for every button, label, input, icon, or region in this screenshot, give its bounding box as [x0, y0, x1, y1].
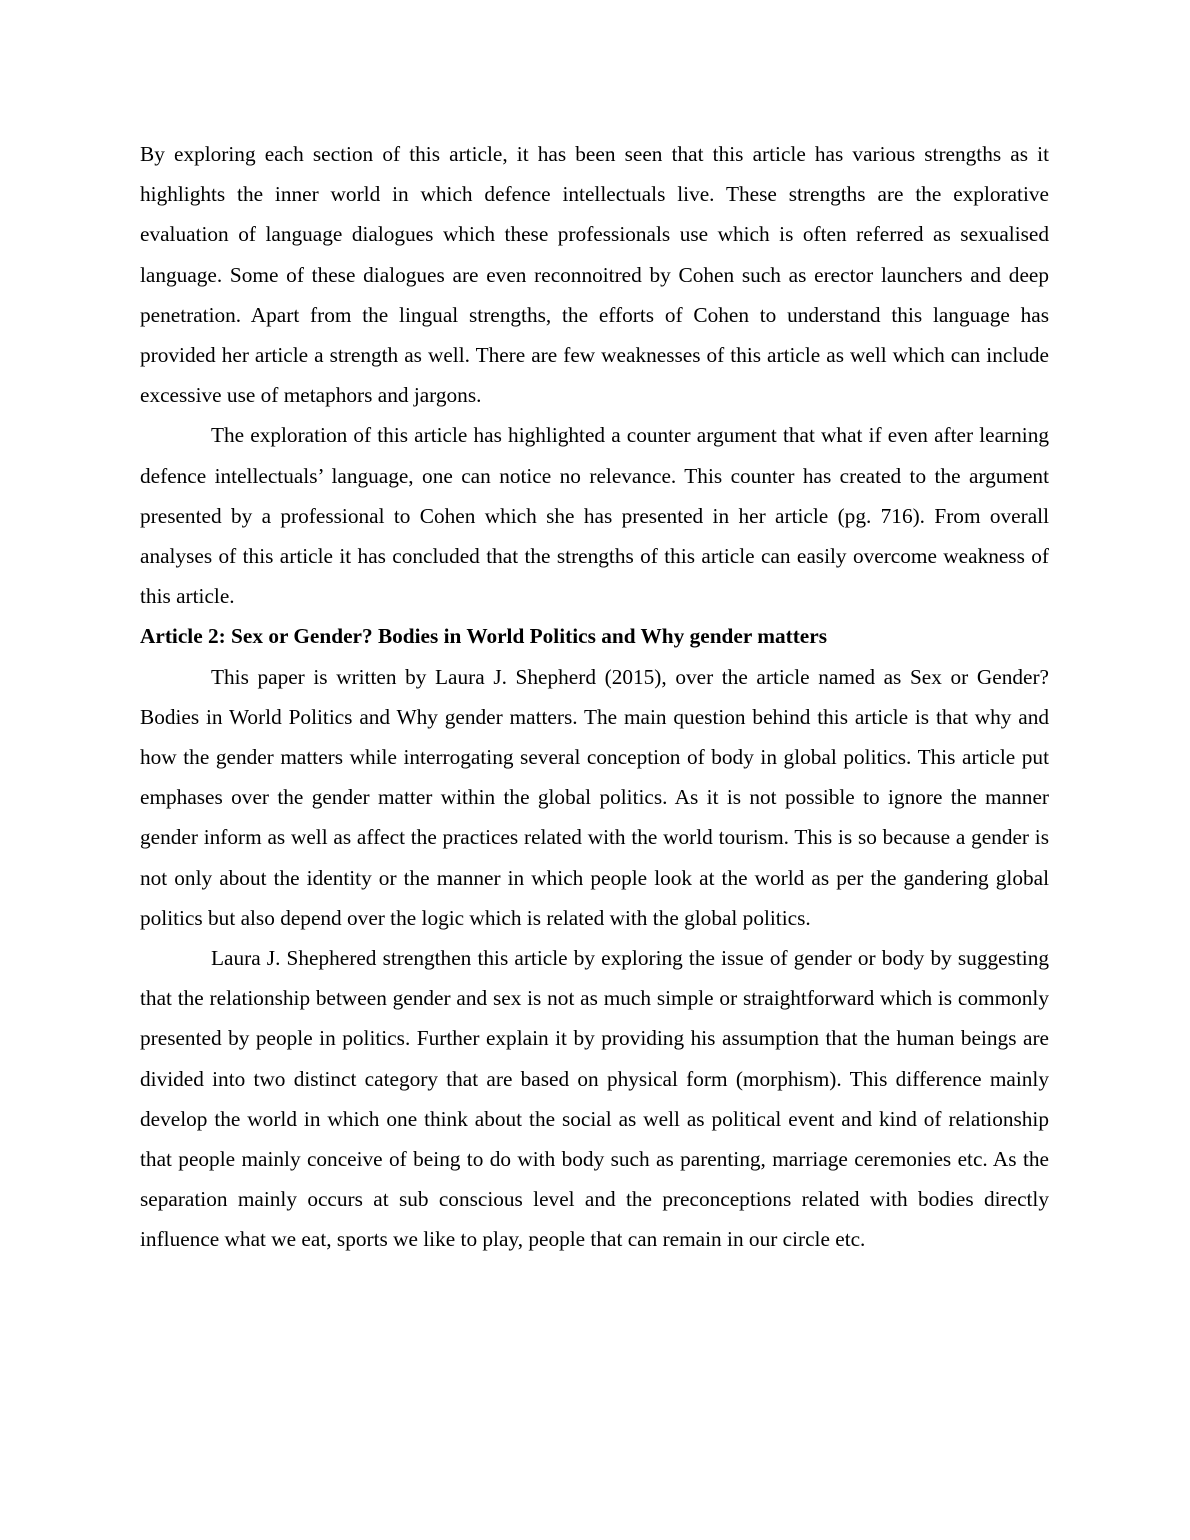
- section-heading-article-2: Article 2: Sex or Gender? Bodies in World Politics and Why gender matters: [140, 624, 827, 649]
- paragraph-article-2-analysis: Laura J. Shephered strengthen this article by exploring the issue of gender or body by suggesting that the relationship between gender and sex is not as much simple or straightforward which is commonly presented by people in politics. Further explain it by providing his assumption that the human beings are divided into two distinct category that are based on physical form (morphism). This difference mainly develop the world in which one think about the social as well as political event and kind of relationship that people mainly conceive of being to do with body such as parenting, marriage ceremonies etc. As the separation mainly occurs at sub conscious level and the preconceptions related with bodies directly influence what we eat, sports we like to play, people that can remain in our circle etc.: [140, 946, 1049, 1252]
- paragraph-strengths-weaknesses: By exploring each section of this article, it has been seen that this article has various strengths as it highlights the inner world in which defence intellectuals live. These strengths are the explorative evaluation of language dialogues which these professionals use which is often referred as sexualised language. Some of these dialogues are even reconnoitred by Cohen such as erector launchers and deep penetration. Apart from the lingual strengths, the efforts of Cohen to understand this language has provided her article a strength as well. There are few weaknesses of this article as well which can include excessive use of metaphors and jargons.: [140, 142, 1049, 408]
- paragraph-article-2-summary: This paper is written by Laura J. Shepherd (2015), over the article named as Sex or Gender? Bodies in World Politics and Why gender matters. The main question behind this article is that why and how the gender matters while interrogating several conception of body in global politics. This article put emphases over the gender matter within the global politics. As it is not possible to ignore the manner gender inform as well as affect the practices related with the world tourism. This is so because a gender is not only about the identity or the manner in which people look at the world as per the gandering global politics but also depend over the logic which is related with the global politics.: [140, 664, 1049, 930]
- paragraph-counter-argument: The exploration of this article has highlighted a counter argument that what if even after learning defence intellectuals’ language, one can notice no relevance. This counter has created to the argument presented by a professional to Cohen which she has presented in her article (pg. 716). From overall analyses of this article it has concluded that the strengths of this article can easily overcome weakness of this article.: [140, 423, 1049, 609]
- document-page: [140, 134, 1049, 1260]
